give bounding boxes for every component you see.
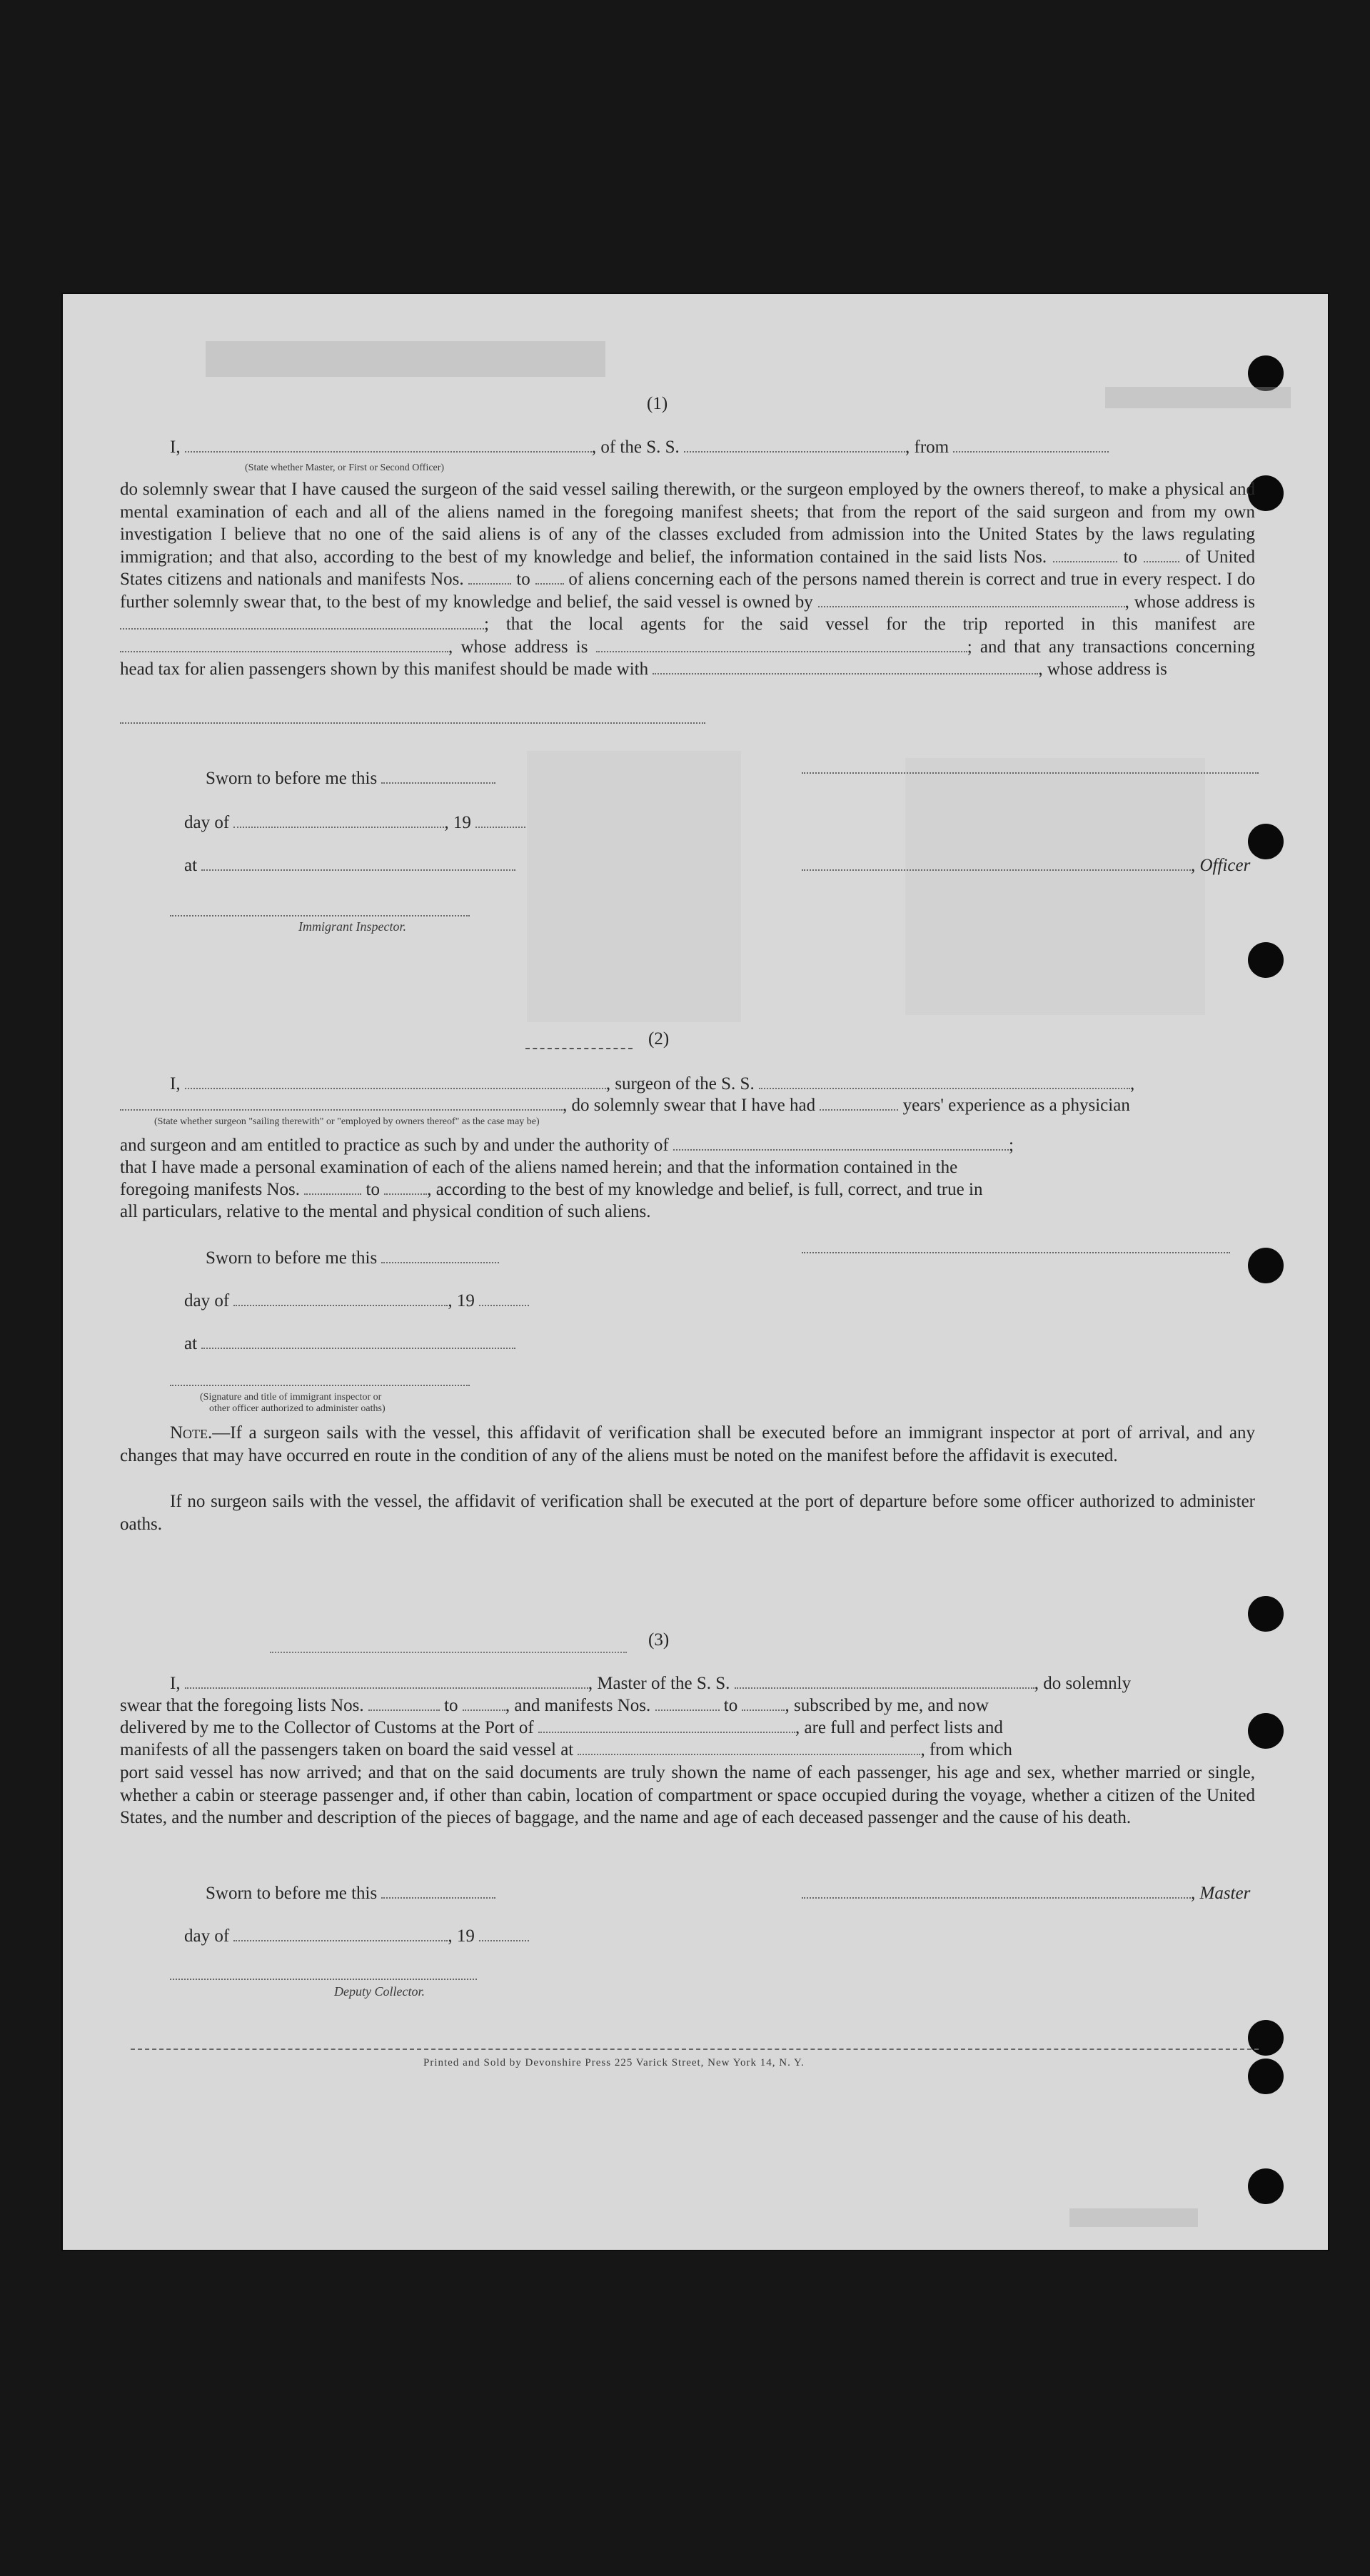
punch-hole — [1248, 355, 1284, 391]
section-3-line-3: delivered by me to the Collector of Customs at the Port of , are full and perfect lists and — [120, 1718, 1003, 1737]
punch-hole — [1248, 942, 1284, 978]
section-1-at: at — [184, 855, 515, 877]
blank-field[interactable] — [735, 1673, 1034, 1689]
section-2-line-5: foregoing manifests Nos. to , according to the best of my knowledge and belief, is full, correct, and true in — [120, 1180, 983, 1199]
blank-field[interactable] — [185, 1074, 606, 1089]
section-2-number: (2) — [648, 1029, 670, 1049]
printer-imprint: Printed and Sold by Devonshire Press 225 Varick Street, New York 14, N. Y. — [423, 2057, 805, 2069]
blank-field[interactable] — [201, 1333, 515, 1349]
section-1-note: (State whether Master, or First or Second Officer) — [245, 463, 445, 473]
section-3-paragraph: port said vessel has now arrived; and that on the said documents are truly shown the name of each passenger, his age and sex, whether married or single, whether a cabin or steerage passenger and, if other than cabin, location of compartment or space occupied during the voyage, whether a citizen of the United States, and the number and description of the pieces of baggage, and the name and age of each deceased passenger and the cause of his death. — [120, 1763, 1255, 1827]
section-2-at: at — [184, 1333, 515, 1355]
section-2-note: (State whether surgeon "sailing therewith" or "employed by owners thereof" as the case may be) — [154, 1116, 540, 1127]
blank-field[interactable] — [384, 1179, 427, 1195]
signature-note-2: other officer authorized to administer oaths) — [209, 1403, 386, 1414]
section-1-day-of: day of , 19 — [184, 812, 525, 834]
punch-hole — [1248, 2059, 1284, 2094]
blank-field[interactable] — [463, 1695, 505, 1711]
blank-field[interactable] — [578, 1739, 920, 1755]
signature-line[interactable] — [802, 1252, 1230, 1253]
deputy-collector-caption: Deputy Collector. — [334, 1984, 425, 1999]
bleed-through-area — [1069, 2208, 1198, 2227]
section-1-number: (1) — [647, 394, 668, 413]
punch-hole — [1248, 1596, 1284, 1632]
blank-field[interactable] — [535, 569, 564, 585]
section-2-line-3: and surgeon and am entitled to practice as such by and under the authority of ; — [120, 1136, 1014, 1155]
blank-field[interactable] — [820, 1095, 898, 1111]
blank-field[interactable] — [233, 1926, 448, 1941]
section-2-note-paragraph-2: If no surgeon sails with the vessel, the affidavit of verification shall be executed at the port of departure before some officer authorized to administer oaths. — [120, 1492, 1255, 1534]
section-1-paragraph: do solemnly swear that I have caused the surgeon of the said vessel sailing therewith, or the surgeon employed by the owners thereof, to make a physical and mental examination of each and all of the aliens named in the foregoing manifest sheets; that from the report of the said surgeon and from my own investigation I believe that no one of the said aliens is of any of the classes excluded from admission into the United States by the laws regulating immigration; and that also, according to the best of my knowledge and belief, the information contained in the said lists Nos. to of United States citizens and nationals and manifests Nos. to of aliens concerning each of the persons named therein is correct and true in every respect. I do further solemnly swear that, to the best of my knowledge and belief, the said vessel is owned by , whose address is ; that the local agents for the said vessel for the trip reported in this manifest are , whose address is ; and that any transactions concerning head tax for alien passengers shown by this manifest should be made with , whose address is — [120, 480, 1256, 679]
section-3-line-2: swear that the foregoing lists Nos. to , and manifests Nos. to , subscribed by me, and now — [120, 1696, 989, 1715]
punch-hole — [1248, 824, 1284, 859]
blank-field[interactable] — [381, 1248, 499, 1263]
punch-hole — [1248, 1713, 1284, 1749]
section-divider — [525, 1046, 633, 1049]
section-3-master: , Master — [802, 1883, 1250, 1904]
blank-field[interactable] — [120, 637, 448, 652]
blank-field[interactable] — [381, 768, 495, 784]
signature-note-1: (Signature and title of immigrant inspector or — [200, 1392, 382, 1403]
section-2-line-6: all particulars, relative to the mental and physical condition of such aliens. — [120, 1202, 651, 1221]
signature-line[interactable] — [802, 1883, 1191, 1899]
blank-field[interactable] — [1144, 547, 1179, 562]
signature-line[interactable] — [170, 1385, 470, 1386]
punch-hole — [1248, 2020, 1284, 2056]
blank-field[interactable] — [368, 1695, 440, 1711]
section-3-sworn: Sworn to before me this — [206, 1883, 495, 1904]
blank-field[interactable] — [120, 722, 705, 724]
blank-field[interactable] — [304, 1179, 361, 1195]
section-2-day-of: day of , 19 — [184, 1290, 529, 1312]
section-2-line-1: I, , surgeon of the S. S. , — [170, 1074, 1135, 1093]
section-3-line-4: manifests of all the passengers taken on board the said vessel at , from which — [120, 1740, 1012, 1759]
signature-line[interactable] — [802, 855, 1191, 871]
blank-field[interactable] — [381, 1883, 495, 1899]
section-3-number: (3) — [648, 1630, 670, 1650]
section-2-line-4: that I have made a personal examination of each of the aliens named herein; and that the information contained in the — [120, 1158, 958, 1177]
blank-field[interactable] — [742, 1695, 785, 1711]
footer-rule — [131, 2049, 1259, 2050]
blank-field[interactable] — [596, 637, 967, 652]
bleed-through-area — [905, 758, 1205, 1015]
section-3-line-1: I, , Master of the S. S. , do solemnly — [170, 1674, 1132, 1693]
blank-field[interactable] — [1053, 547, 1117, 562]
blank-field[interactable] — [120, 614, 484, 630]
blank-field[interactable] — [233, 812, 444, 828]
punch-hole — [1248, 2168, 1284, 2204]
blank-field[interactable] — [479, 1926, 529, 1941]
section-1-sworn: Sworn to before me this — [206, 768, 495, 789]
blank-field[interactable] — [538, 1717, 795, 1733]
blank-field[interactable] — [201, 855, 515, 871]
blank-field[interactable] — [684, 437, 905, 453]
section-2-note-paragraph: Note.—If a surgeon sails with the vessel, this affidavit of verification shall be executed before an immigrant inspector at port of arrival, and any changes that may have occurred en route in the condition of any of the aliens must be noted on the manifest before the affidavit is executed. — [120, 1423, 1255, 1465]
blank-field[interactable] — [120, 1095, 563, 1111]
punch-hole — [1248, 1248, 1284, 1283]
blank-field[interactable] — [673, 1135, 1009, 1151]
blank-field[interactable] — [655, 1695, 720, 1711]
signature-line[interactable] — [170, 1979, 477, 1980]
signature-line[interactable] — [170, 915, 470, 916]
blank-field[interactable] — [233, 1290, 448, 1306]
section-2-sworn: Sworn to before me this — [206, 1248, 499, 1269]
blank-field[interactable] — [759, 1074, 1130, 1089]
bleed-through-area — [206, 341, 605, 377]
blank-field[interactable] — [479, 1290, 529, 1306]
section-3-day-of: day of , 19 — [184, 1926, 529, 1947]
bleed-through-area — [1105, 387, 1291, 408]
blank-field[interactable] — [185, 437, 592, 453]
blank-field[interactable] — [475, 812, 525, 828]
blank-field[interactable] — [468, 569, 511, 585]
blank-field[interactable] — [185, 1673, 588, 1689]
signature-line[interactable] — [802, 772, 1259, 774]
section-divider — [270, 1652, 627, 1653]
blank-field[interactable] — [653, 659, 1038, 675]
section-2-line-2: , do solemnly swear that I have had years' experience as a physician — [120, 1095, 1130, 1116]
blank-field[interactable] — [953, 437, 1109, 453]
section-1-line-1: I, , of the S. S. , from — [170, 437, 1109, 458]
section-1-officer: , Officer — [802, 855, 1250, 877]
immigrant-inspector-caption: Immigrant Inspector. — [298, 919, 406, 934]
document-page — [63, 294, 1328, 2250]
blank-field[interactable] — [818, 592, 1125, 607]
bleed-through-area — [527, 751, 741, 1022]
